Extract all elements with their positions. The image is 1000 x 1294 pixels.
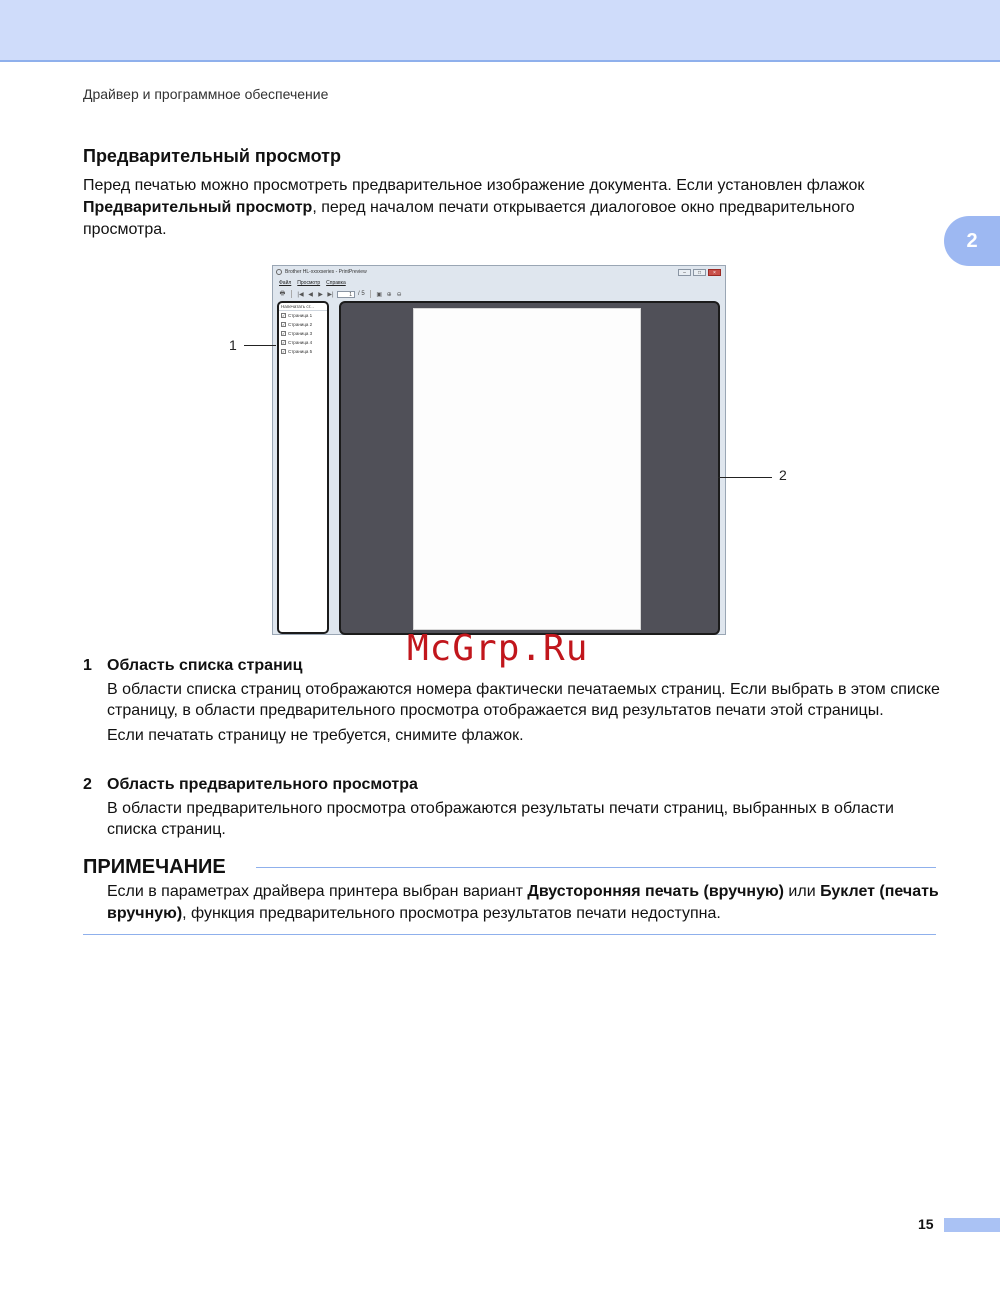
item-heading: 2 Область предварительного просмотра xyxy=(83,776,418,793)
preview-window xyxy=(272,265,726,635)
note-title: ПРИМЕЧАНИЕ xyxy=(83,856,226,878)
prev-page-icon[interactable]: ◀ xyxy=(308,291,313,298)
checkbox[interactable]: ✓ xyxy=(282,313,286,318)
watermark: McGrp.Ru xyxy=(407,628,589,669)
chapter-tab: 2 xyxy=(944,216,1000,266)
list-item-1 xyxy=(83,655,943,750)
window-controls xyxy=(678,269,721,276)
menu-bar xyxy=(279,280,346,286)
page-list-item[interactable]: ✓ Страница 3 xyxy=(282,331,313,336)
page-list-header: Напечатать ст... xyxy=(279,303,327,311)
first-page-icon[interactable]: |◀ xyxy=(297,291,304,298)
item-body xyxy=(107,679,943,746)
callout-1-label: 1 xyxy=(229,337,237,353)
fit-page-icon[interactable]: ▣ xyxy=(376,291,382,298)
note-bottom-rule xyxy=(83,934,936,935)
menu-view[interactable]: Просмотр xyxy=(297,280,321,286)
item-paragraph: В области списка страниц отображаются номера фактически печатаемых страниц. Если выбрать в этом списке страницу, в области предварительного просмотра отображается вид результатов печати этой страницы. xyxy=(107,681,940,719)
preview-pane xyxy=(339,301,720,635)
last-page-icon[interactable]: ▶| xyxy=(327,291,334,298)
checkbox[interactable]: ✓ xyxy=(282,322,286,327)
menu-help[interactable]: Справка xyxy=(326,280,346,286)
close-button[interactable]: × xyxy=(708,269,721,276)
item-body xyxy=(107,798,943,840)
window-title: Brother HL-xxxxseries - PrintPreview xyxy=(285,269,367,275)
page-list-item[interactable]: ✓ Страница 5 xyxy=(282,349,313,354)
callout-2-line xyxy=(718,477,772,478)
page-list-pane xyxy=(277,301,329,634)
page-tab xyxy=(944,1218,1000,1232)
item-paragraph: В области предварительного просмотра отображаются результаты печати страниц, выбранных в области списка страниц. xyxy=(107,800,894,838)
print-icon[interactable]: 🖶 xyxy=(279,291,286,297)
item-heading: 1 Область списка страниц xyxy=(83,657,303,674)
zoom-in-icon[interactable]: ⊕ xyxy=(386,291,392,298)
preview-page xyxy=(413,308,641,630)
page-list-item[interactable]: ✓ Страница 2 xyxy=(282,322,313,327)
section-title: Предварительный просмотр xyxy=(83,146,341,166)
list-item-2 xyxy=(83,774,943,844)
page-number-input[interactable]: 1 xyxy=(337,291,355,298)
intro-paragraph: Перед печатью можно просмотреть предварительное изображение документа. Если установлен флажок Предварительный просмотр, перед началом печати открывается диалоговое окно предварительного просмотра. xyxy=(83,177,865,238)
page-total: / 5 xyxy=(358,291,365,297)
app-icon xyxy=(276,269,282,275)
note-rule xyxy=(256,867,936,868)
running-title: Драйвер и программное обеспечение xyxy=(83,86,329,102)
print-preview-screenshot xyxy=(272,265,726,635)
toolbar-separator xyxy=(291,290,292,298)
zoom-out-icon[interactable]: ⊖ xyxy=(396,291,402,298)
page-list-item[interactable]: ✓ Страница 1 xyxy=(282,313,313,318)
note-body: Если в параметрах драйвера принтера выбран вариант Двусторонняя печать (вручную) или Буклет (печать вручную), функция предварительного просмотра результатов печати недоступна. xyxy=(107,883,939,922)
toolbar-separator xyxy=(370,290,371,298)
toolbar xyxy=(279,290,403,298)
callout-2-label: 2 xyxy=(779,467,787,483)
checkbox[interactable]: ✓ xyxy=(282,349,286,354)
minimize-button[interactable]: – xyxy=(678,269,691,276)
item-paragraph: Если печатать страницу не требуется, снимите флажок. xyxy=(107,727,524,744)
checkbox[interactable]: ✓ xyxy=(282,340,286,345)
header-band xyxy=(0,0,1000,62)
next-page-icon[interactable]: ▶ xyxy=(318,291,323,298)
menu-file[interactable]: Файл xyxy=(279,280,292,286)
checkbox[interactable]: ✓ xyxy=(282,331,286,336)
page-number: 15 xyxy=(918,1216,934,1232)
page-list-item[interactable]: ✓ Страница 4 xyxy=(282,340,313,345)
maximize-button[interactable]: □ xyxy=(693,269,706,276)
callout-1-line xyxy=(244,345,276,346)
